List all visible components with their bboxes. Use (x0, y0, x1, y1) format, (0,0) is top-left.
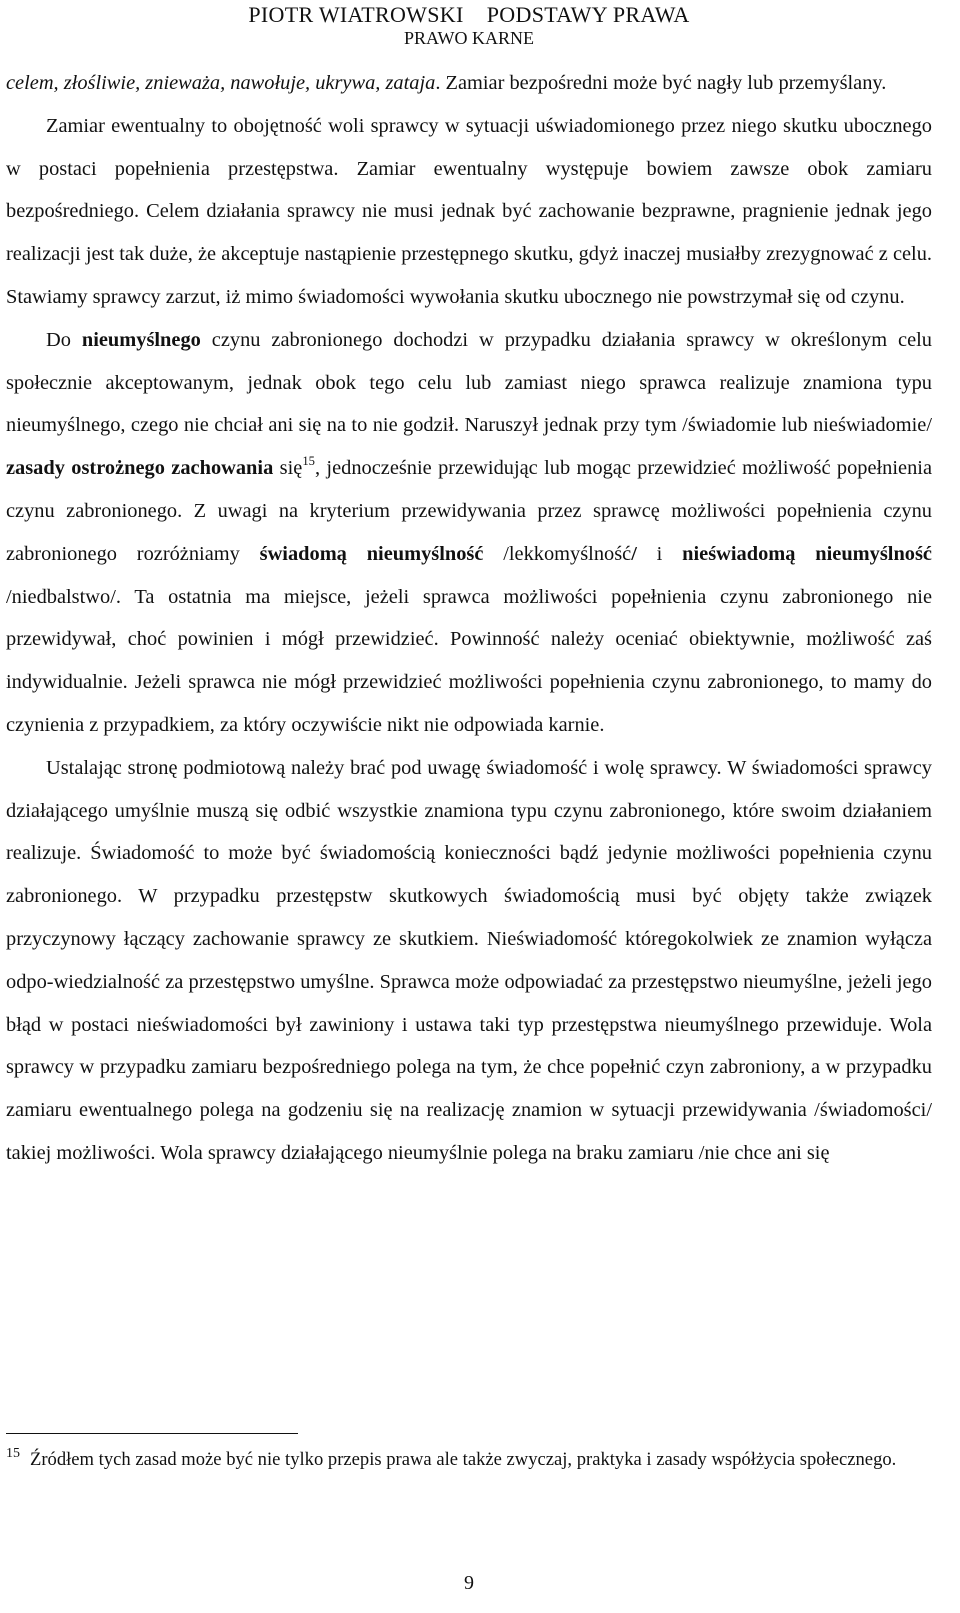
header-subject: PRAWO KARNE (403, 28, 535, 48)
footnote-number: 15 (6, 1446, 20, 1461)
footnote-reference[interactable]: 15 (302, 454, 315, 469)
paragraph-4: Ustalając stronę podmiotową należy brać pod uwagę świadomość i wolę sprawcy. W świadomości sprawcy działającego umyślnie muszą się odbić wszystkie znamiona typu czynu zabronionego, które swoim działaniem realizuje. Świadomość to może być świadomością konieczności bądź jedynie możliwości popełnienia czynu zabronionego. W przypadku przestępstw skutkowych świadomością musi być objęty także związek przyczynowy łączący zachowanie sprawcy ze skutkiem. Nieświadomość któregokolwiek ze znamion wyłącza odpo-wiedzialność za przestępstwo umyślne. Sprawca może odpowiadać za przestępstwo nieumyślne, jeżeli jego błąd w postaci nieświadomości był zawiniony i ustawa taki typ przestępstwa nieumyślnego przewiduje. Wola sprawcy w przypadku zamiaru bezpośredniego polega na tym, że chce popełnić czyn zabroniony, a w przypadku zamiaru ewentualnego polega na godzeniu się na realizację znamion w sytuacji przewidywania /świadomości/ takiej możliwości. Wola sprawcy działającego nieumyślnie polega na braku zamiaru /nie chce ani się (6, 756, 932, 1164)
paragraph-3-text-c: czynu zabronionego dochodzi w przypadku działania sprawcy w określonym celu społecznie akceptowanym, jednak obok tego celu lub zamiast niego sprawca realizuje znamiona typu nieumyślnego, czego nie chciał ani się na to nie godził. Naruszył jednak przy tym /świadomie lub nieświadomie/ (6, 328, 932, 437)
paragraph-3-text-l: /niedbalstwo/. Ta ostatnia ma miejsce, jeżeli sprawca możliwości popełnienia czynu zabronionego nie przewidywał, choć powinien i mógł przewidzieć. Powinność należy oceniać obiektywnie, możliwość zaś indywidualnie. Jeżeli sprawca nie mógł przewidzieć możliwości popełnienia czynu zabronionego, to mamy do czynienia z przypadkiem, za który oczywiście nikt nie odpowiada karnie. (6, 585, 932, 736)
paragraph-2: Zamiar ewentualny to obojętność woli sprawcy w sytuacji uświadomionego przez niego skutku ubocznego w postaci popełnienia przestępstwa. Zamiar ewentualny występuje bowiem zawsze obok zamiaru bezpośredniego. Celem działania sprawcy nie musi jednak być zachowanie bezprawne, pragnienie jednak jego realizacji jest tak duże, że akceptuje nastąpienie przestępnego skutku, gdyż inaczej musiałby zrezygnować z celu. Stawiamy sprawcy zarzut, iż mimo świadomości wywołania skutku ubocznego nie powstrzymał się od czynu. (6, 114, 932, 308)
paragraph-3-text-a: Do (46, 328, 82, 351)
footnote-separator (6, 1433, 298, 1434)
footnote (6, 1445, 932, 1474)
paragraph-1 (6, 62, 932, 105)
document-page (6, 0, 933, 1594)
paragraph-3-text-e: się (273, 457, 303, 480)
main-text (6, 62, 932, 1175)
bold-slash: / (631, 542, 637, 565)
term-nieswiadoma-nieumyslnosc: nieświadomą nieumyślność (682, 542, 932, 565)
header-author-title: PIOTR WIATROWSKI PODSTAWY PRAWA (248, 2, 690, 27)
footnote-text: Źródłem tych zasad może być nie tylko przepis prawa ale także zwyczaj, praktyka i zasady współżycia społecznego. (30, 1449, 897, 1470)
paragraph-3 (6, 319, 932, 747)
page-number: 9 (464, 1572, 474, 1594)
paragraph-3-text-f: , jednocześnie przewidując lub mogąc przewidzieć możliwość popełnienia czynu zabronionego. Z uwagi na kryterium przewidywania przez sprawcę możliwości popełnienia czynu zabronionego rozróżniamy (6, 457, 933, 565)
term-swiadoma-nieumyslnosc: świadomą nieumyślność (259, 542, 484, 565)
paragraph-1-text: . Zamiar bezpośredni może być nagły lub przemyślany. (435, 72, 887, 94)
quoted-verbs: celem, złośliwie, znieważa, nawołuje, ukrywa, zataja (6, 72, 436, 94)
running-header (6, 0, 932, 49)
term-zasady-ostroznego-zachowania: zasady ostrożnego zachowania (6, 457, 274, 480)
term-nieumyslnego: nieumyślnego (81, 328, 201, 351)
paragraph-3-text-j: i (636, 542, 683, 565)
paragraph-3-text-h: /lekkomyślność (483, 542, 632, 565)
